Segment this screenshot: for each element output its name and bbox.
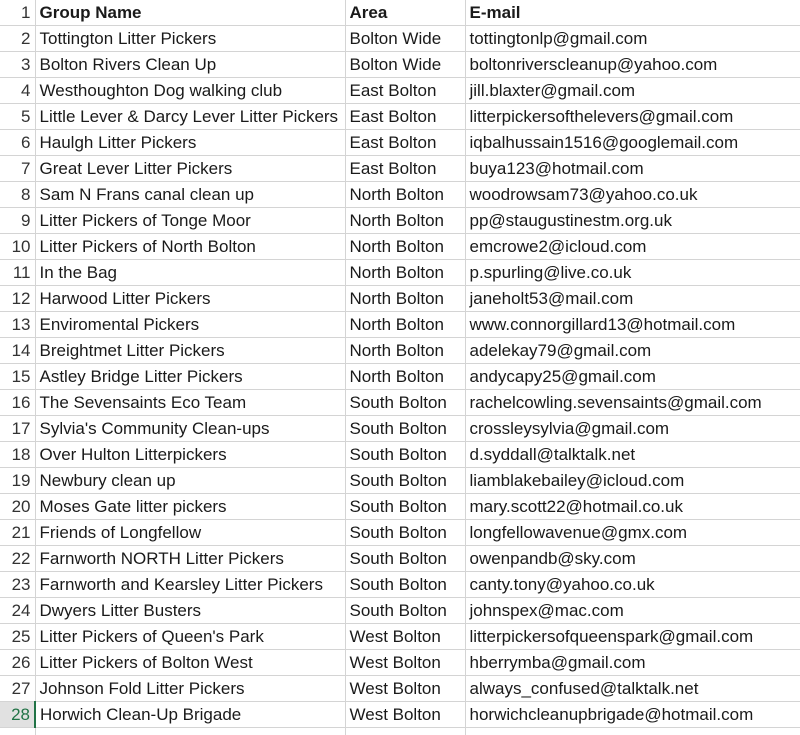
cell-area[interactable]: West Bolton <box>345 624 465 650</box>
cell-group-name[interactable]: Westhoughton Dog walking club <box>35 78 345 104</box>
row-header[interactable]: 20 <box>0 494 35 520</box>
table-row <box>0 676 800 702</box>
cell-group-name[interactable]: Dwyers Litter Busters <box>35 598 345 624</box>
table-row <box>0 26 800 52</box>
row-header[interactable] <box>0 728 35 735</box>
cell-area[interactable]: East Bolton <box>345 104 465 130</box>
cell-group-name[interactable]: Moses Gate litter pickers <box>35 494 345 520</box>
row-header[interactable]: 9 <box>0 208 35 234</box>
row-header[interactable]: 26 <box>0 650 35 676</box>
row-header[interactable]: 5 <box>0 104 35 130</box>
cell-email[interactable]: jill.blaxter@gmail.com <box>465 78 800 104</box>
cell-group-name[interactable]: Litter Pickers of Queen's Park <box>35 624 345 650</box>
row-header[interactable]: 23 <box>0 572 35 598</box>
row-header[interactable]: 12 <box>0 286 35 312</box>
cell-area[interactable]: North Bolton <box>345 338 465 364</box>
row-header[interactable]: 7 <box>0 156 35 182</box>
table-row <box>0 624 800 650</box>
cell-area[interactable]: South Bolton <box>345 546 465 572</box>
cell-area[interactable]: South Bolton <box>345 442 465 468</box>
table-row <box>0 156 800 182</box>
cell-area[interactable]: Bolton Wide <box>345 52 465 78</box>
table-row <box>0 182 800 208</box>
table-row <box>0 234 800 260</box>
row-header[interactable]: 4 <box>0 78 35 104</box>
cell-group-name[interactable]: Great Lever Litter Pickers <box>35 156 345 182</box>
table-row <box>0 52 800 78</box>
table-row <box>0 130 800 156</box>
cell-group-name[interactable]: Litter Pickers of Tonge Moor <box>35 208 345 234</box>
cell-area[interactable]: North Bolton <box>345 182 465 208</box>
row-header[interactable]: 18 <box>0 442 35 468</box>
cell-area[interactable]: South Bolton <box>345 390 465 416</box>
row-header[interactable]: 6 <box>0 130 35 156</box>
header-cell-area[interactable]: Area <box>345 0 465 26</box>
header-cell-email[interactable]: E-mail <box>465 0 800 26</box>
table-row <box>0 338 800 364</box>
cell-group-name[interactable]: Litter Pickers of Bolton West <box>35 650 345 676</box>
row-header[interactable]: 2 <box>0 26 35 52</box>
row-header[interactable]: 16 <box>0 390 35 416</box>
table-row <box>0 104 800 130</box>
cell-email[interactable]: pp@staugustinestm.org.uk <box>465 208 800 234</box>
row-header[interactable]: 3 <box>0 52 35 78</box>
table-row <box>0 312 800 338</box>
cell-email[interactable]: p.spurling@live.co.uk <box>465 260 800 286</box>
cell-area[interactable]: South Bolton <box>345 572 465 598</box>
table-row <box>0 494 800 520</box>
cell-area[interactable]: South Bolton <box>345 416 465 442</box>
cell-group-name[interactable]: Horwich Clean-Up Brigade <box>35 702 345 728</box>
row-header[interactable]: 8 <box>0 182 35 208</box>
row-header[interactable]: 21 <box>0 520 35 546</box>
cell-email[interactable]: rachelcowling.sevensaints@gmail.com <box>465 390 800 416</box>
table-row <box>0 520 800 546</box>
cell-area[interactable]: North Bolton <box>345 364 465 390</box>
cell-email[interactable]: longfellowavenue@gmx.com <box>465 520 800 546</box>
cell-group-name[interactable]: Over Hulton Litterpickers <box>35 442 345 468</box>
row-header[interactable]: 28 <box>0 702 35 728</box>
cell-email[interactable]: emcrowe2@icloud.com <box>465 234 800 260</box>
cell-group-name[interactable]: Little Lever & Darcy Lever Litter Pickers <box>35 104 345 130</box>
cell-group-name[interactable]: Johnson Fold Litter Pickers <box>35 676 345 702</box>
cell-area[interactable]: East Bolton <box>345 130 465 156</box>
cell-group-name[interactable]: Newbury clean up <box>35 468 345 494</box>
header-row <box>0 0 800 26</box>
table-row <box>0 364 800 390</box>
cell-email[interactable]: adelekay79@gmail.com <box>465 338 800 364</box>
cell-email[interactable]: litterpickersofthelevers@gmail.com <box>465 104 800 130</box>
table-row <box>0 442 800 468</box>
cell-area[interactable]: North Bolton <box>345 312 465 338</box>
cell-email[interactable]: tottingtonlp@gmail.com <box>465 26 800 52</box>
row-header[interactable]: 22 <box>0 546 35 572</box>
table-row <box>0 416 800 442</box>
cell-group-name[interactable]: Sylvia's Community Clean-ups <box>35 416 345 442</box>
row-header[interactable]: 13 <box>0 312 35 338</box>
cell-area[interactable]: Bolton Wide <box>345 26 465 52</box>
empty-row <box>0 728 800 735</box>
cell-email[interactable]: canty.tony@yahoo.co.uk <box>465 572 800 598</box>
cell-email[interactable]: d.syddall@talktalk.net <box>465 442 800 468</box>
table-row <box>0 286 800 312</box>
cell-area[interactable]: South Bolton <box>345 598 465 624</box>
row-header[interactable]: 15 <box>0 364 35 390</box>
cell-area[interactable]: South Bolton <box>345 520 465 546</box>
cell-group-name[interactable]: Farnworth NORTH Litter Pickers <box>35 546 345 572</box>
row-header[interactable]: 19 <box>0 468 35 494</box>
cell-email[interactable]: buya123@hotmail.com <box>465 156 800 182</box>
cell-email[interactable]: owenpandb@sky.com <box>465 546 800 572</box>
cell-email[interactable]: liamblakebailey@icloud.com <box>465 468 800 494</box>
table-row <box>0 546 800 572</box>
table-row <box>0 208 800 234</box>
table-row <box>0 572 800 598</box>
cell-area[interactable]: South Bolton <box>345 468 465 494</box>
cell-area[interactable]: West Bolton <box>345 702 465 728</box>
row-header[interactable]: 11 <box>0 260 35 286</box>
cell-group-name[interactable]: Farnworth and Kearsley Litter Pickers <box>35 572 345 598</box>
empty-cell[interactable] <box>35 728 345 735</box>
row-header[interactable]: 10 <box>0 234 35 260</box>
cell-area[interactable]: North Bolton <box>345 260 465 286</box>
cell-area[interactable]: West Bolton <box>345 650 465 676</box>
table-row <box>0 260 800 286</box>
cell-group-name[interactable]: Harwood Litter Pickers <box>35 286 345 312</box>
cell-email[interactable]: boltonriverscleanup@yahoo.com <box>465 52 800 78</box>
row-header[interactable]: 17 <box>0 416 35 442</box>
cell-group-name[interactable]: Enviromental Pickers <box>35 312 345 338</box>
cell-email[interactable]: iqbalhussain1516@googlemail.com <box>465 130 800 156</box>
cell-group-name[interactable]: Tottington Litter Pickers <box>35 26 345 52</box>
table-row <box>0 390 800 416</box>
cell-group-name[interactable]: Sam N Frans canal clean up <box>35 182 345 208</box>
empty-cell[interactable] <box>345 728 465 735</box>
cell-email[interactable]: janeholt53@mail.com <box>465 286 800 312</box>
cell-email[interactable]: litterpickersofqueenspark@gmail.com <box>465 624 800 650</box>
cell-group-name[interactable]: Bolton Rivers Clean Up <box>35 52 345 78</box>
cell-email[interactable]: www.connorgillard13@hotmail.com <box>465 312 800 338</box>
table-row <box>0 598 800 624</box>
cell-area[interactable]: North Bolton <box>345 286 465 312</box>
cell-email[interactable]: johnspex@mac.com <box>465 598 800 624</box>
cell-email[interactable]: hberrymba@gmail.com <box>465 650 800 676</box>
cell-area[interactable]: South Bolton <box>345 494 465 520</box>
cell-email[interactable]: andycapy25@gmail.com <box>465 364 800 390</box>
cell-group-name[interactable]: Friends of Longfellow <box>35 520 345 546</box>
cell-group-name[interactable]: Astley Bridge Litter Pickers <box>35 364 345 390</box>
cell-area[interactable]: East Bolton <box>345 156 465 182</box>
cell-email[interactable]: woodrowsam73@yahoo.co.uk <box>465 182 800 208</box>
row-header[interactable]: 1 <box>0 0 35 26</box>
cell-area[interactable]: North Bolton <box>345 234 465 260</box>
row-header[interactable]: 24 <box>0 598 35 624</box>
cell-email[interactable]: mary.scott22@hotmail.co.uk <box>465 494 800 520</box>
cell-area[interactable]: West Bolton <box>345 676 465 702</box>
row-header[interactable]: 27 <box>0 676 35 702</box>
cell-group-name[interactable]: In the Bag <box>35 260 345 286</box>
cell-group-name[interactable]: Litter Pickers of North Bolton <box>35 234 345 260</box>
cell-group-name[interactable]: Haulgh Litter Pickers <box>35 130 345 156</box>
cell-group-name[interactable]: Breightmet Litter Pickers <box>35 338 345 364</box>
header-cell-group-name[interactable]: Group Name <box>35 0 345 26</box>
table-row <box>0 702 800 728</box>
cell-area[interactable]: North Bolton <box>345 208 465 234</box>
table-row <box>0 78 800 104</box>
cell-area[interactable]: East Bolton <box>345 78 465 104</box>
empty-cell[interactable] <box>465 728 800 735</box>
cell-email[interactable]: horwichcleanupbrigade@hotmail.com <box>465 702 800 728</box>
cell-email[interactable]: crossleysylvia@gmail.com <box>465 416 800 442</box>
cell-email[interactable]: always_confused@talktalk.net <box>465 676 800 702</box>
table-row <box>0 650 800 676</box>
cell-group-name[interactable]: The Sevensaints Eco Team <box>35 390 345 416</box>
row-header[interactable]: 14 <box>0 338 35 364</box>
table-row <box>0 468 800 494</box>
row-header[interactable]: 25 <box>0 624 35 650</box>
